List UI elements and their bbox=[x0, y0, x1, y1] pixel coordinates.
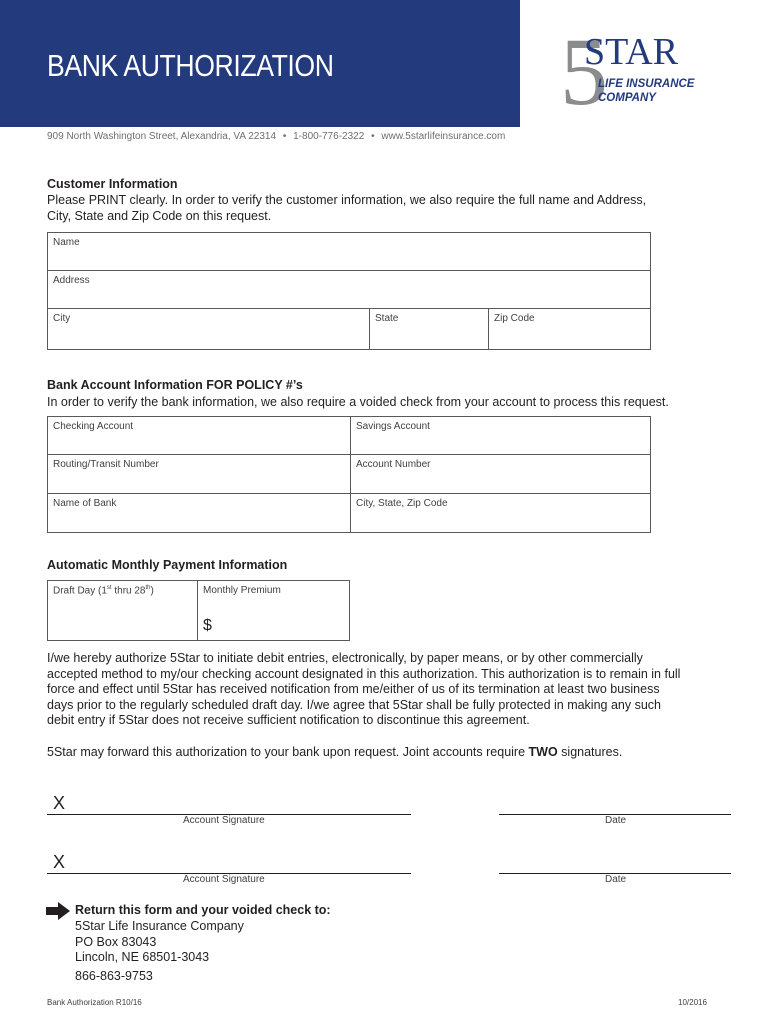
bullet-separator: • bbox=[371, 131, 375, 142]
account-number-label: Account Number bbox=[356, 459, 431, 470]
dollar-sign: $ bbox=[203, 617, 212, 634]
bank-info-heading: Bank Account Information FOR POLICY #’s bbox=[47, 378, 303, 392]
state-field[interactable] bbox=[370, 309, 489, 349]
logo-word: STAR bbox=[584, 31, 679, 73]
logo-line2: COMPANY bbox=[598, 92, 656, 104]
checking-account-field[interactable] bbox=[48, 417, 351, 455]
authorization-line: force and effect until 5Star has received notification from me/either of us of its termination at least two business bbox=[47, 682, 660, 697]
bank-city-label: City, State, Zip Code bbox=[356, 498, 448, 509]
authorization-text bbox=[47, 651, 680, 729]
return-phone: 866-863-9753 bbox=[75, 969, 153, 983]
name-label: Name bbox=[53, 237, 80, 248]
company-phone: 1-800-776-2322 bbox=[293, 131, 365, 142]
bank-name-label: Name of Bank bbox=[53, 498, 117, 509]
date-label-2: Date bbox=[605, 874, 627, 885]
payment-info-heading: Automatic Monthly Payment Information bbox=[47, 558, 288, 572]
zip-field[interactable] bbox=[489, 309, 650, 349]
account-signature-label-1: Account Signature bbox=[183, 815, 265, 826]
bank-info-instructions: In order to verify the bank information, we also require a voided check from your account to process this request. bbox=[47, 395, 669, 409]
company-contact-line bbox=[47, 131, 509, 142]
return-heading: Return this form and your voided check to: bbox=[75, 903, 331, 917]
bank-info-grid bbox=[47, 416, 651, 533]
zip-label: Zip Code bbox=[494, 313, 535, 324]
form-date: 10/2016 bbox=[678, 998, 707, 1007]
logo-line1: LIFE INSURANCE bbox=[598, 78, 695, 90]
authorization-line: debit entry if 5Star does not receive sufficient notification to discontinue this agreement. bbox=[47, 713, 530, 728]
bank-city-field[interactable] bbox=[351, 494, 650, 532]
company-website: www.5starlifeinsurance.com bbox=[381, 131, 506, 142]
account-number-field[interactable] bbox=[351, 455, 650, 494]
joint-account-note: 5Star may forward this authorization to your bank upon request. Joint accounts require TWO signatures. bbox=[47, 745, 623, 759]
page-title: BANK AUTHORIZATION bbox=[47, 48, 334, 83]
authorization-line: days prior to the regularly scheduled draft day. I/we agree that 5Star shall be fully protected in making any such bbox=[47, 697, 661, 712]
name-field[interactable] bbox=[48, 233, 650, 271]
account-signature-label-2: Account Signature bbox=[183, 874, 265, 885]
payment-info-grid bbox=[47, 580, 350, 641]
draft-day-field[interactable] bbox=[48, 581, 198, 640]
company-address: 909 North Washington Street, Alexandria, VA 22314 bbox=[47, 131, 277, 142]
company-logo bbox=[560, 22, 720, 112]
logo-numeral: 5 bbox=[560, 22, 608, 112]
return-company: 5Star Life Insurance Company bbox=[75, 919, 244, 933]
customer-info-instructions-1: Please PRINT clearly. In order to verify the customer information, we also require the full name and Address, bbox=[47, 193, 647, 207]
savings-account-field[interactable] bbox=[351, 417, 650, 455]
customer-info-grid bbox=[47, 232, 651, 350]
form-id: Bank Authorization R10/16 bbox=[47, 998, 142, 1007]
routing-number-field[interactable] bbox=[48, 455, 351, 494]
arrow-right-icon bbox=[46, 902, 70, 920]
draft-day-label: Draft Day (1st thru 28th) bbox=[53, 585, 154, 597]
return-city-state-zip: Lincoln, NE 68501-3043 bbox=[75, 950, 210, 964]
savings-account-label: Savings Account bbox=[356, 421, 430, 432]
state-label: State bbox=[375, 313, 399, 324]
address-label: Address bbox=[53, 275, 90, 286]
checking-account-label: Checking Account bbox=[53, 421, 134, 432]
routing-number-label: Routing/Transit Number bbox=[53, 459, 159, 470]
city-field[interactable] bbox=[48, 309, 370, 349]
bank-name-field[interactable] bbox=[48, 494, 351, 532]
authorization-line: I/we hereby authorize 5Star to initiate debit entries, electronically, by paper means, or by other commercially bbox=[47, 651, 643, 665]
customer-info-heading: Customer Information bbox=[47, 177, 178, 191]
signature-mark-2: X bbox=[53, 852, 66, 872]
signature-mark-1: X bbox=[53, 793, 66, 813]
customer-info-instructions-2: City, State and Zip Code on this request. bbox=[47, 209, 272, 223]
monthly-premium-field[interactable] bbox=[198, 581, 349, 640]
return-po-box: PO Box 83043 bbox=[75, 935, 157, 949]
monthly-premium-label: Monthly Premium bbox=[203, 585, 281, 596]
address-field[interactable] bbox=[48, 271, 650, 309]
date-label-1: Date bbox=[605, 815, 627, 826]
authorization-line: accepted method to my/our checking account designated in this authorization. This authorization is to remain in full bbox=[47, 666, 681, 681]
city-label: City bbox=[53, 313, 71, 324]
bullet-separator: • bbox=[282, 131, 287, 142]
